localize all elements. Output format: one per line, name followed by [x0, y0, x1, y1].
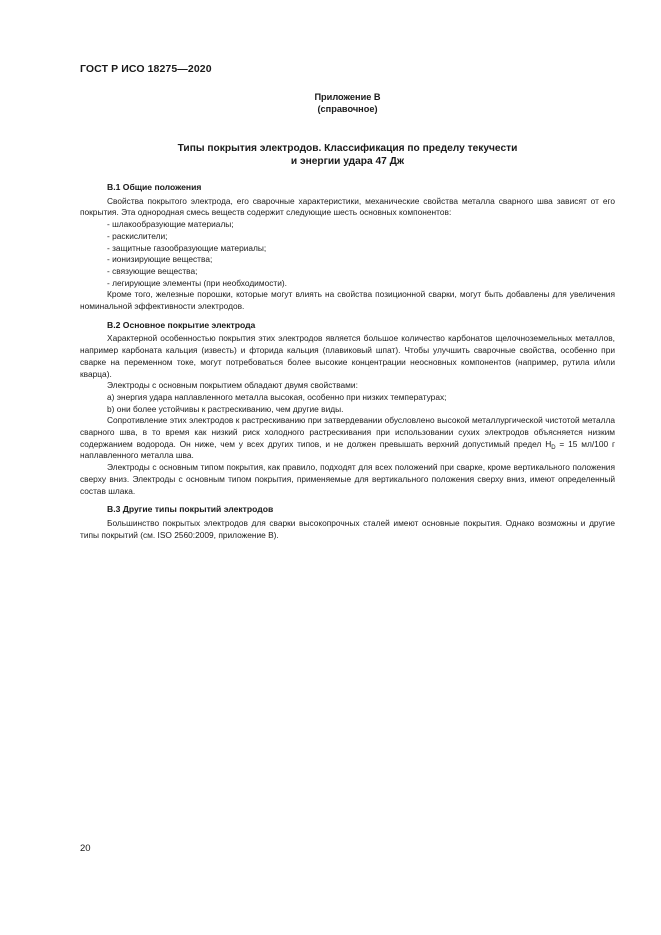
- p3-text-start: Сопротивление этих электродов к растрескиванию при затвердевании обусловлено высокой металлургической чистотой металла сварного шва, в то время как низкий риск холодного растрескивания при использовании сухих электродов объясняется низким содержанием водорода. Он ниже, чем у всех других типов, и не должен превышать верхний допустимый предел H: [80, 415, 615, 449]
- list-item: - шлакообразующие материалы;: [107, 219, 234, 230]
- hydrogen-subscript: D: [551, 444, 556, 451]
- page-number: 20: [80, 843, 91, 854]
- title-line-1: Типы покрытия электродов. Классификация по пределу текучести: [177, 143, 518, 154]
- spacer: [80, 497, 615, 504]
- list-item: - раскислители;: [107, 230, 168, 241]
- list-item-b: b) они более устойчивы к растрескиванию, чем другие виды.: [107, 403, 344, 414]
- section-b2-paragraph-2: Электроды с основным покрытием обладают двумя свойствами:: [107, 380, 358, 391]
- section-b2-heading: В.2 Основное покрытие электрода: [107, 319, 256, 330]
- section-b3-heading: В.3 Другие типы покрытий электродов: [107, 504, 274, 515]
- list-item: - защитные газообразующие материалы;: [107, 242, 267, 253]
- section-b1-paragraph: Свойства покрытого электрода, его сварочные характеристики, механические свойства металла сварного шва зависят от его покрытия. Эта однородная смесь веществ содержит следующие шесть основных компонентов:: [80, 195, 615, 218]
- standard-header: ГОСТ Р ИСО 18275—2020: [80, 63, 212, 75]
- list-item: - ионизирующие вещества;: [107, 254, 213, 265]
- main-content: [80, 182, 615, 541]
- section-b1-heading: В.1 Общие положения: [107, 182, 202, 192]
- appendix-label: Приложение В: [314, 92, 381, 102]
- section-b1-paragraph-2: Кроме того, железные порошки, которые могут влиять на свойства позиционной сварки, могут быть добавлены для увеличения номинальной эффективности электродов.: [80, 289, 615, 312]
- appendix-heading: [80, 92, 615, 115]
- title-line-2: и энергии удара 47 Дж: [290, 156, 405, 167]
- section-b2-paragraph-1: Характерной особенностью покрытия этих электродов является большое количество карбонатов щелочноземельных металлов, например карбоната кальция (известь) и фторида кальция (плавиковый шпат). Чтобы улучшить сварочные свойства, особенно при сварке на переменном токе, могут потребоваться более высокие концентрации неосновных компонентов (например, рутила и/или кварца).: [80, 333, 615, 379]
- list-item: - связующие вещества;: [107, 265, 198, 276]
- section-b2-paragraph-4: Электроды с основным типом покрытия, как правило, подходят для всех положений при сварке, кроме вертикального положения сверху вниз. Электроды с основным типом покрытия, применяемые для вертикального положения сверху вниз, имеют определенный состав шлака.: [80, 462, 615, 496]
- list-item: - легирующие элементы (при необходимости).: [107, 277, 287, 288]
- section-b2-paragraph-3: [80, 415, 615, 462]
- section-b3-paragraph: Большинство покрытых электродов для сварки высокопрочных сталей имеют основные покрытия. Однако возможны и другие типы покрытий (см. ISO 2560:2009, приложение В).: [80, 517, 615, 540]
- p3-text-end: = 15 мл/100 г наплавленного металла шва.: [80, 438, 615, 461]
- spacer: [80, 313, 615, 320]
- document-title: [80, 142, 615, 168]
- appendix-type: (справочное): [317, 103, 378, 114]
- list-item-a: а) энергия удара наплавленного металла высокая, особенно при низких температурах;: [107, 391, 447, 402]
